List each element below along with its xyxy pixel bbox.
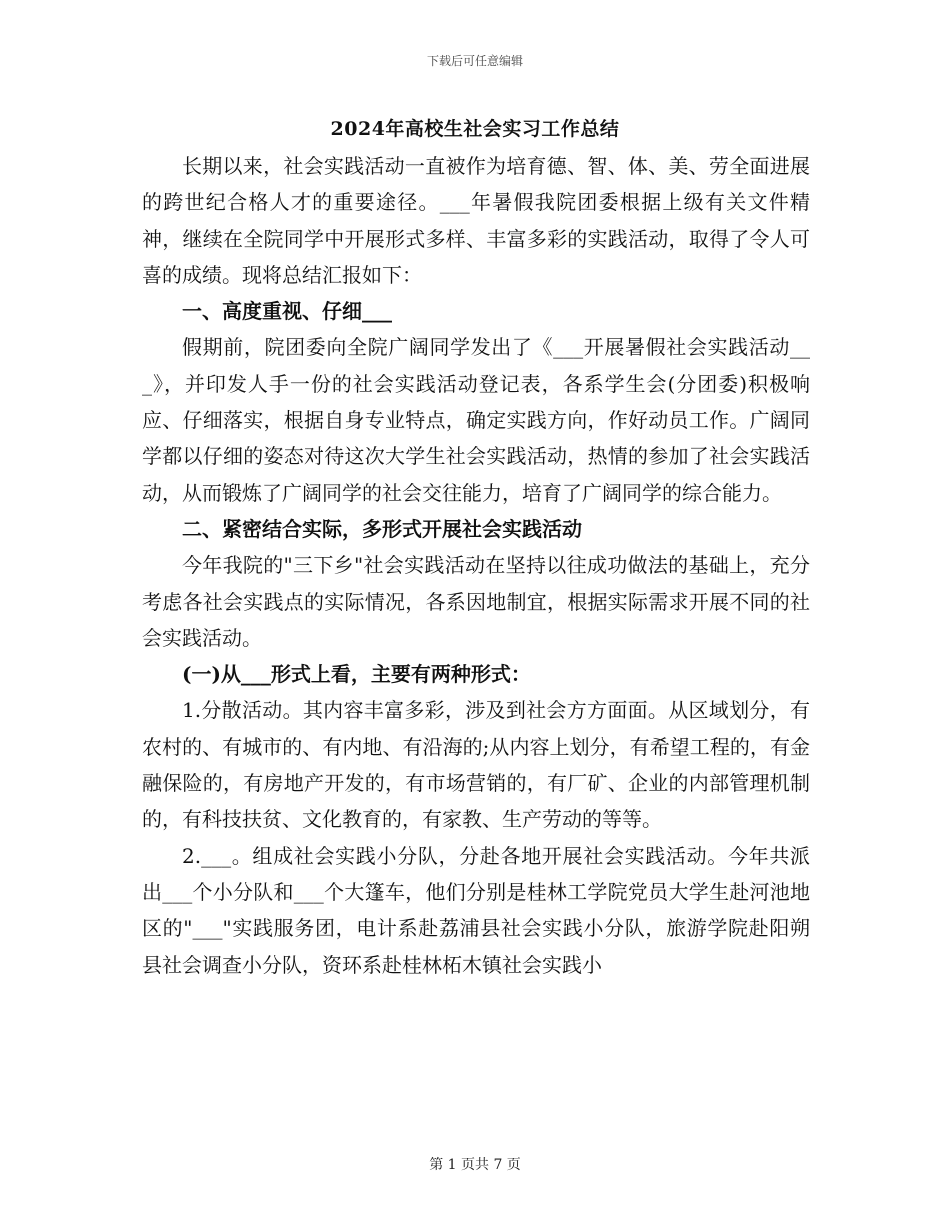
section-heading-1: 一、高度重视、仔细___ bbox=[182, 299, 392, 324]
page-number: 第 1 页共 7 页 bbox=[429, 1157, 521, 1173]
paragraph-item-1: 1.分散活动。其内容丰富多彩，涉及到社会方方面面。从区域划分，有农村的、有城市的、有内地、有沿海的;从内容上划分，有希望工程的，有金融保险的，有房地产开发的，有市场营销的，有厂矿、企业的内部管理机制的，有科技扶贫、文化教育的，有家教、生产劳动的等等。 bbox=[142, 698, 810, 832]
paragraph-intro: 长期以来，社会实践活动一直被作为培育德、智、体、美、劳全面进展的跨世纪合格人才的重要途径。___年暑假我院团委根据上级有关文件精神，继续在全院同学中开展形式多样、丰富多彩的实践活动，取得了令人可喜的成绩。现将总结汇报如下： bbox=[142, 154, 810, 287]
paragraph-item-2: 2.___。组成社会实践小分队，分赴各地开展社会实践活动。今年共派出___个小分队和___个大篷车，他们分别是桂林工学院党员大学生赴河池地区的"___"实践服务团，电计系赴荔浦县社会实践小分队，旅游学院赴阳朔县社会调查小分队，资环系赴桂林柘木镇社会实践小 bbox=[142, 843, 810, 977]
subsection-heading-1: (一)从___形式上看，主要有两种形式： bbox=[182, 662, 531, 687]
paragraph-section-2: 今年我院的"三下乡"社会实践活动在坚持以往成功做法的基础上，充分考虑各社会实践点的实际情况，各系因地制宜，根据实际需求开展不同的社会实践活动。 bbox=[142, 553, 810, 650]
page-header-note: 下载后可任意编辑 bbox=[426, 54, 523, 68]
document-body bbox=[142, 148, 810, 983]
section-heading-2: 二、紧密结合实际，多形式开展社会实践活动 bbox=[182, 516, 582, 541]
paragraph-section-1: 假期前，院团委向全院广阔同学发出了《___开展暑假社会实践活动___》，并印发人手一份的社会实践活动登记表，各系学生会(分团委)积极响应、仔细落实，根据自身专业特点，确定实践方向，作好动员工作。广阔同学都以仔细的姿态对待这次大学生社会实践活动，热情的参加了社会实践活动，从而锻炼了广阔同学的社会交往能力，培育了广阔同学的综合能力。 bbox=[142, 335, 810, 505]
document-title: 2024年高校生社会实习工作总结 bbox=[330, 118, 620, 140]
